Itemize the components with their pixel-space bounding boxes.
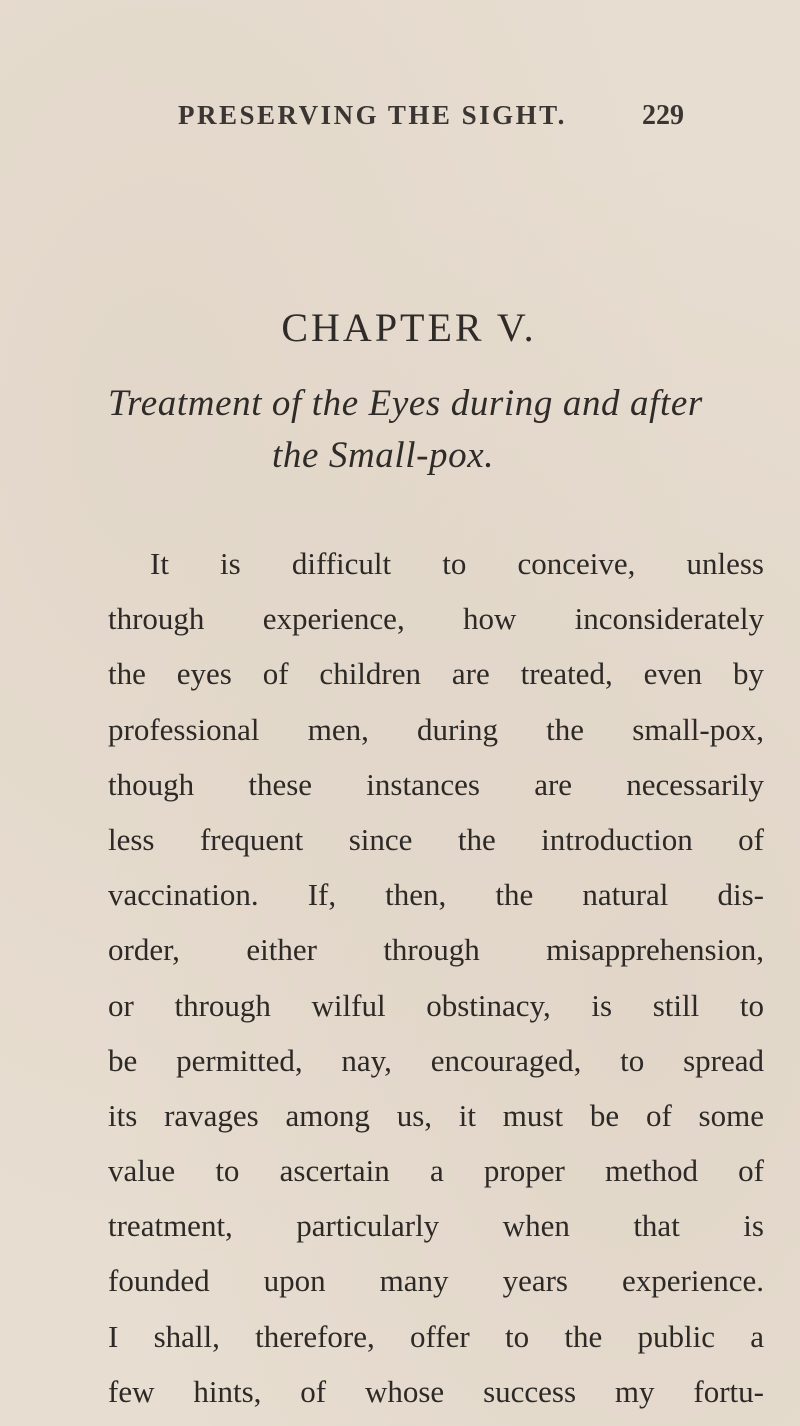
running-title: PRESERVING THE SIGHT.	[178, 100, 567, 130]
body-line: its ravages among us, it must be of some	[108, 1097, 764, 1133]
body-line: or through wilful obstinacy, is still to	[108, 987, 764, 1023]
body-line: the eyes of children are treated, even by	[108, 656, 764, 692]
body-paragraph	[108, 536, 764, 1419]
body-line: professional men, during the small-pox,	[108, 711, 764, 747]
page-number: 229	[642, 100, 684, 131]
body-line: I shall, therefore, offer to the public a	[108, 1318, 764, 1354]
chapter-heading: CHAPTER V.	[281, 305, 537, 350]
body-line: vaccination. If, then, the natural dis-	[108, 877, 764, 913]
body-line: It is difficult to conceive, unless	[150, 546, 764, 581]
running-head	[0, 100, 800, 144]
body-line: less frequent since the introduction of	[108, 821, 764, 857]
body-line: treatment, particularly when that is	[108, 1208, 764, 1244]
body-line: founded upon many years experience.	[108, 1263, 764, 1299]
body-line: through experience, how inconsiderately	[108, 601, 764, 637]
body-line: few hints, of whose success my fortu-	[108, 1373, 764, 1409]
section-title-line-2: the Small-pox.	[272, 435, 495, 476]
body-line: value to ascertain a proper method of	[108, 1153, 764, 1189]
body-line: though these instances are necessarily	[108, 766, 764, 802]
body-line: order, either through misapprehension,	[108, 932, 764, 968]
section-title-line-1: Treatment of the Eyes during and after	[108, 383, 703, 424]
body-line: be permitted, nay, encouraged, to spread	[108, 1042, 764, 1078]
